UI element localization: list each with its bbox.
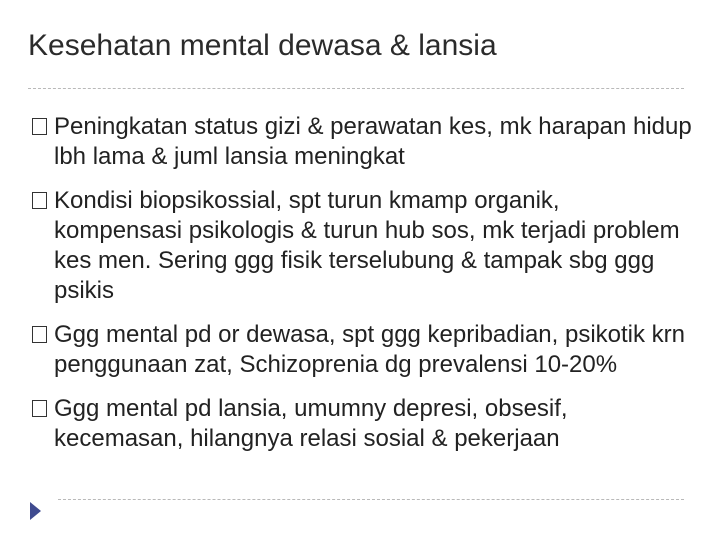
bullet-text: Ggg mental pd or dewasa, spt ggg kepribadian, psikotik krn penggunaan zat, Schizoprenia dg prevalensi 10-20% (54, 321, 686, 378)
square-box-icon (32, 192, 47, 209)
bullet-text: Peningkatan status gizi & perawatan kes, mk harapan hidup lbh lama & juml lansia meningkat (54, 113, 692, 170)
square-box-icon (32, 118, 47, 135)
bullet-item (32, 112, 692, 172)
title-divider (28, 88, 684, 89)
bullet-item (32, 320, 692, 380)
footer-divider (58, 499, 684, 500)
bullet-item (32, 394, 692, 454)
square-box-icon (32, 326, 47, 343)
bullet-item (32, 186, 692, 306)
bullet-text: Kondisi biopsikossial, spt turun kmamp organik, kompensasi psikologis & turun hub sos, mk terjadi problem kes men. Sering ggg fisik terselubung & tampak sbg ggg psikis (54, 187, 680, 304)
triangle-right-icon (30, 502, 41, 520)
square-box-icon (32, 400, 47, 417)
bullet-text: Ggg mental pd lansia, umumny depresi, obsesif, kecemasan, hilangnya relasi sosial & pekerjaan (54, 395, 568, 452)
slide-title: Kesehatan mental dewasa & lansia (28, 29, 497, 62)
bullet-list (32, 112, 692, 468)
